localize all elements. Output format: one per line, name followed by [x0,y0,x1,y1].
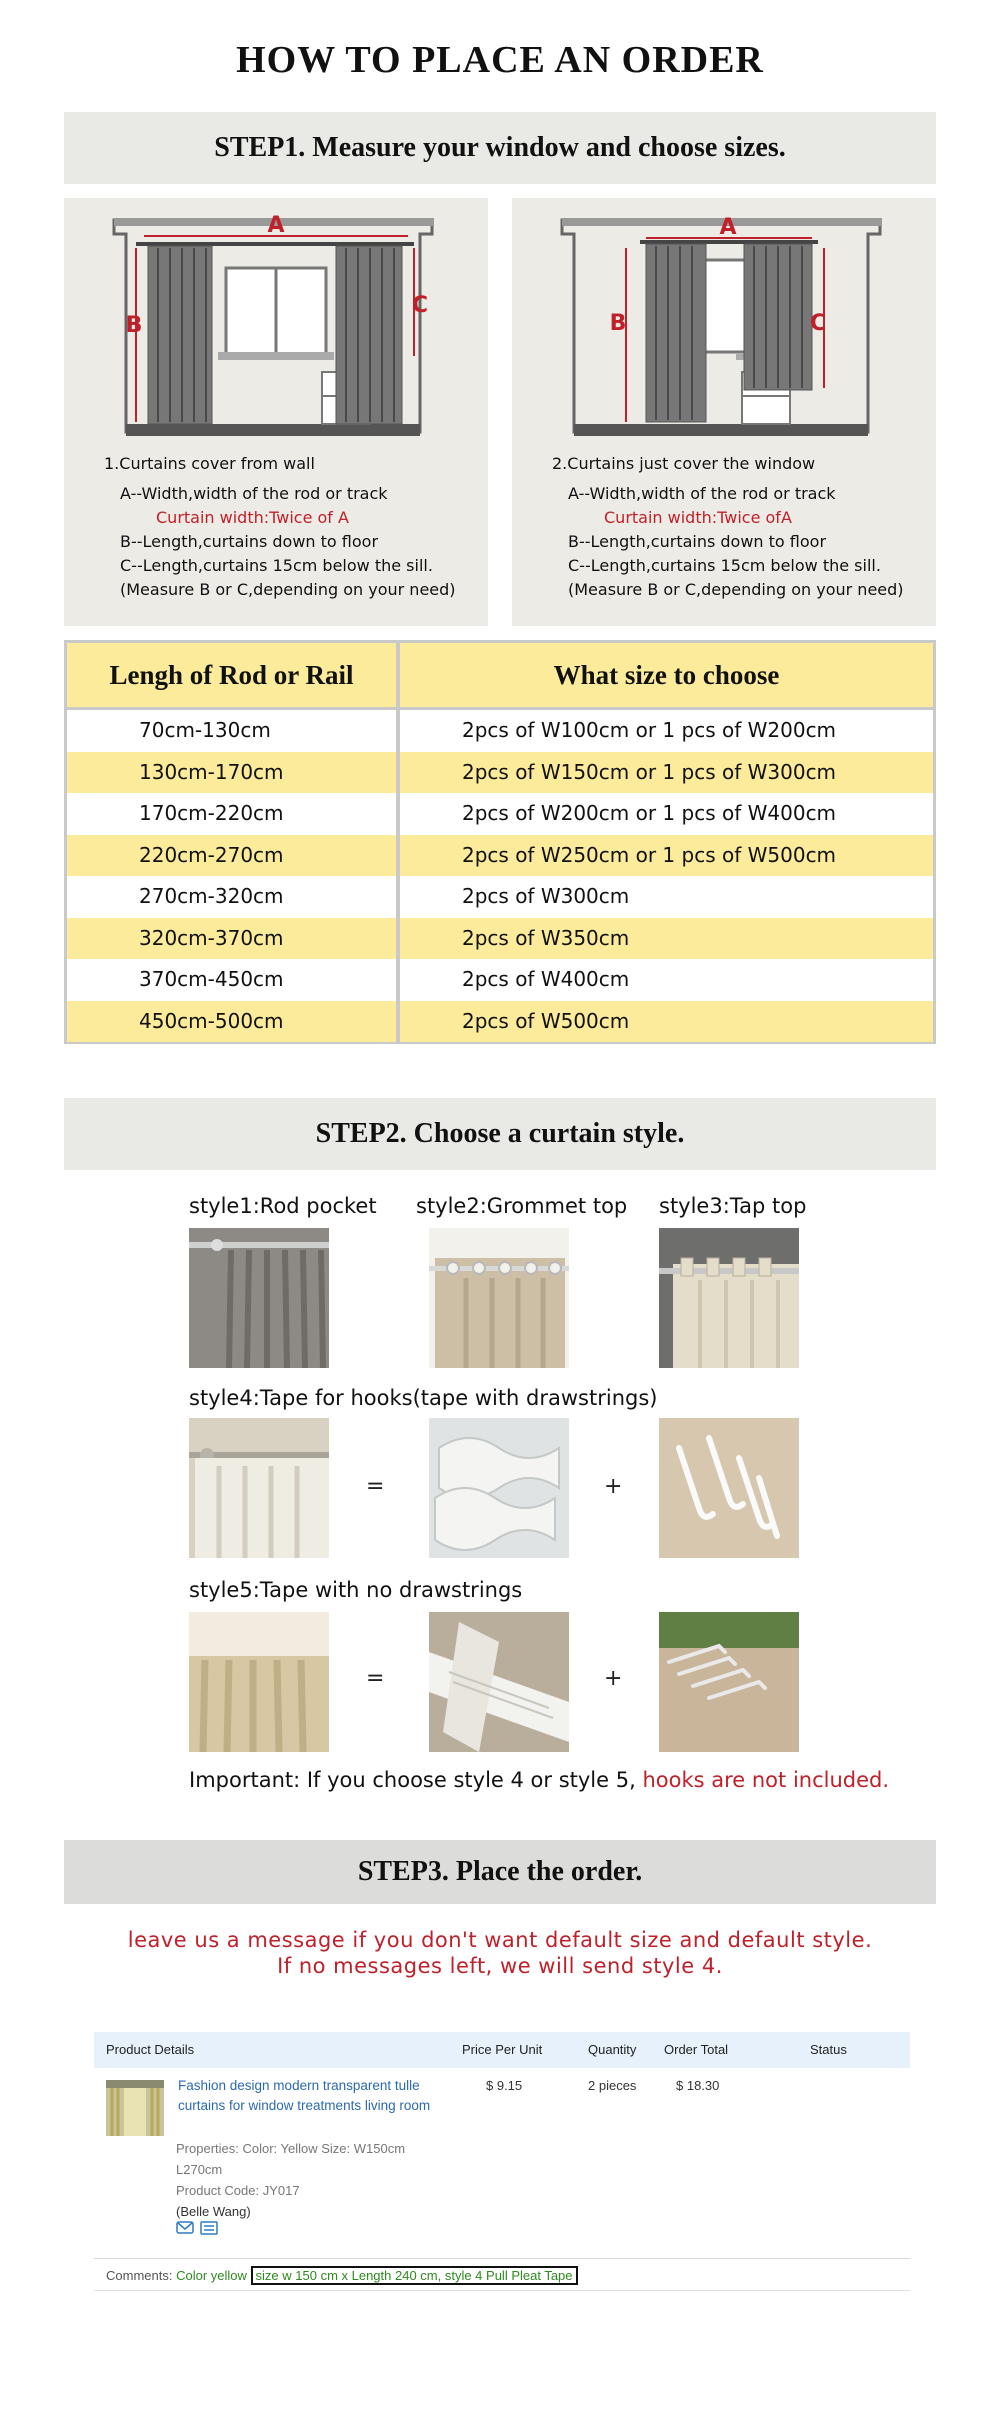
table-cell-size: 2pcs of W150cm or 1 pcs of W300cm [400,752,933,794]
order-summary [94,2032,910,2294]
message-line-1: leave us a message if you don't want default size and default style. [127,1928,873,1952]
note-b: B--Length,curtains down to floor [568,532,827,551]
measure-notes-window [552,452,904,602]
plus-sign: + [604,1666,623,1691]
diagram-label-c: C [411,293,429,318]
order-header [94,2032,910,2068]
table-header-size: What size to choose [400,643,933,707]
measure-panel-wall [64,198,488,626]
style4-label: style4:Tape for hooks(tape with drawstrings) [189,1386,658,1410]
table-row [67,1001,933,1043]
divider [94,2258,910,2259]
plus-sign: + [604,1474,623,1499]
table-row [67,752,933,794]
note-c: C--Length,curtains 15cm below the sill. [120,556,433,575]
tab-top-image [659,1228,799,1368]
diagram-label-c: C [809,311,827,336]
equals-sign: = [366,1666,385,1691]
pin-hooks-image [659,1612,799,1752]
header-product: Product Details [106,2042,195,2057]
product-properties-text: Properties: Color: Yellow Size: W150cm L270cm [176,2141,406,2177]
message-seller-icon[interactable] [176,2220,194,2236]
diagram-label-a: A [719,215,737,240]
table-cell-rod: 70cm-130cm [67,710,396,752]
important-red-text: hooks are not included. [642,1768,890,1792]
curtain-window-diagram [556,212,892,438]
equals-sign: = [366,1474,385,1499]
step3-banner: STEP3. Place the order. [64,1840,936,1904]
snapshot-icon[interactable] [200,2220,218,2236]
table-cell-size: 2pcs of W350cm [400,918,933,960]
table-row [67,710,933,752]
table-cell-size: 2pcs of W500cm [400,1001,933,1043]
size-table [64,640,936,1044]
important-note [189,1768,889,1792]
table-cell-rod: 170cm-220cm [67,793,396,835]
page-title: HOW TO PLACE AN ORDER [236,39,764,81]
comments-color: Color yellow [176,2268,247,2283]
table-row [67,918,933,960]
product-thumbnail[interactable] [106,2080,164,2136]
important-text: Important: If you choose style 4 or style 5, [189,1768,636,1792]
table-cell-size: 2pcs of W400cm [400,959,933,1001]
diagram-label-b: B [609,311,627,336]
order-total: $ 18.30 [676,2078,720,2093]
table-cell-rod: 450cm-500cm [67,1001,396,1043]
note-a-red: Curtain width:Twice ofA [604,508,792,527]
table-cell-size: 2pcs of W250cm or 1 pcs of W500cm [400,835,933,877]
table-cell-size: 2pcs of W100cm or 1 pcs of W200cm [400,710,933,752]
step2-banner: STEP2. Choose a curtain style. [64,1098,936,1170]
no-drawstring-curtain-image [189,1612,329,1752]
style5-label: style5:Tape with no drawstrings [189,1578,523,1602]
panel-heading: 1.Curtains cover from wall [104,454,315,473]
product-code: Product Code: JY017 [176,2183,300,2198]
drawstring-tape-image [429,1418,569,1558]
seller-name: (Belle Wang) [176,2204,251,2219]
header-price: Price Per Unit [462,2042,543,2057]
comments-label: Comments: [106,2268,173,2283]
header-total: Order Total [664,2042,729,2057]
table-row [67,835,933,877]
note-c: C--Length,curtains 15cm below the sill. [568,556,881,575]
style3-label: style3:Tap top [659,1194,807,1218]
order-comments [106,2264,578,2288]
message-line-2: If no messages left, we will send style 4. [277,1954,723,1978]
table-cell-rod: 370cm-450cm [67,959,396,1001]
pleat-tape-curtain-image [189,1418,329,1558]
note-a-red: Curtain width:Twice of A [156,508,349,527]
note-b: B--Length,curtains down to floor [120,532,379,551]
curtain-wall-diagram [108,212,444,438]
measure-panel-window [512,198,936,626]
diagram-label-b: B [125,313,143,338]
table-cell-rod: 320cm-370cm [67,918,396,960]
quantity-value: 2 pieces [588,2078,637,2093]
table-row [67,959,933,1001]
table-row [67,793,933,835]
product-name-link[interactable]: Fashion design modern transparent tulle curtains for window treatments living room [178,2078,431,2113]
table-row [67,876,933,918]
header-status: Status [810,2042,847,2057]
style2-label: style2:Grommet top [416,1194,628,1218]
divider [94,2290,910,2291]
comments-highlighted: size w 150 cm x Length 240 cm, style 4 Pull Pleat Tape [251,2266,578,2285]
grommet-top-image [429,1228,569,1368]
product-properties [176,2138,406,2222]
table-header-rod: Lengh of Rod or Rail [67,643,396,707]
note-measure: (Measure B or C,depending on your need) [568,580,904,599]
measure-notes-wall [104,452,456,602]
panel-heading: 2.Curtains just cover the window [552,454,816,473]
price-per-unit: $ 9.15 [486,2078,523,2093]
diagram-label-a: A [267,213,285,238]
table-cell-rod: 130cm-170cm [67,752,396,794]
note-measure: (Measure B or C,depending on your need) [120,580,456,599]
header-quantity: Quantity [588,2042,637,2057]
style1-label: style1:Rod pocket [189,1194,377,1218]
table-cell-size: 2pcs of W200cm or 1 pcs of W400cm [400,793,933,835]
curtain-hooks-image [659,1418,799,1558]
note-a: A--Width,width of the rod or track [120,484,388,503]
note-a: A--Width,width of the rod or track [568,484,836,503]
table-cell-rod: 270cm-320cm [67,876,396,918]
plain-tape-image [429,1612,569,1752]
step1-banner: STEP1. Measure your window and choose sizes. [64,112,936,184]
table-cell-rod: 220cm-270cm [67,835,396,877]
rod-pocket-image [189,1228,329,1368]
table-cell-size: 2pcs of W300cm [400,876,933,918]
